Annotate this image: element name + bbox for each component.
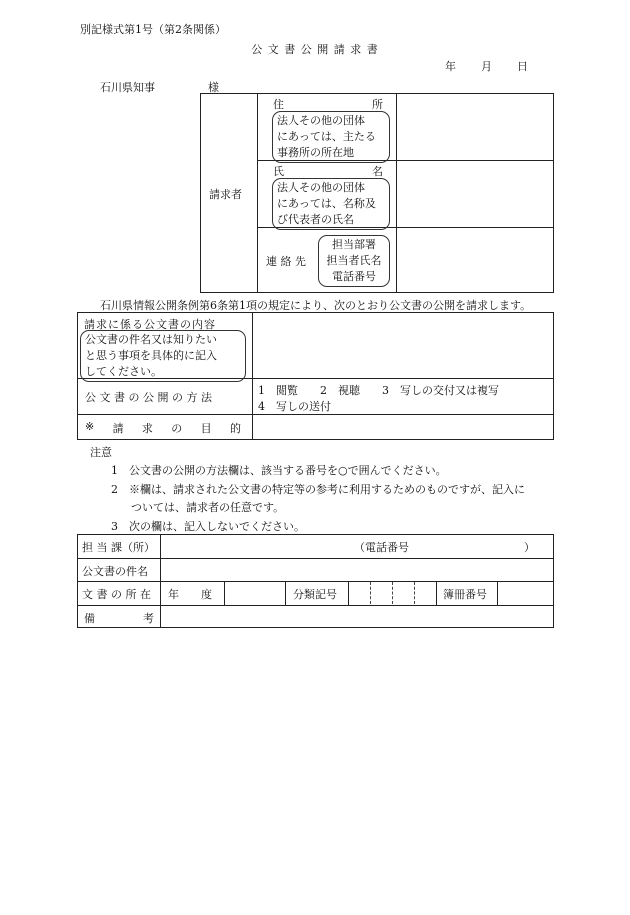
name-note-line: び代表者の氏名 (277, 213, 354, 226)
content-note-line: 公文書の件名又は知りたい (85, 333, 217, 346)
office-row-line-3 (77, 605, 554, 606)
name-note-line: 法人その他の団体 (277, 181, 365, 194)
subject-label: 公文書の件名 (82, 565, 148, 578)
date-month-label: 月 (481, 60, 492, 73)
name-input-field[interactable] (397, 161, 553, 226)
contact-note-line: 担当部署 (332, 238, 376, 251)
content-label: 請求に係る公文書の内容 (84, 318, 216, 331)
dept-label: 担 当 課（所） (82, 541, 155, 554)
date-day-label: 日 (517, 60, 528, 73)
phone-close: ） (524, 541, 535, 554)
intro-sentence: 石川県情報公開条例第6条第1項の規定により、次のとおり公文書の公開を請求します。 (100, 299, 532, 312)
contact-note-line: 担当者氏名 (326, 254, 382, 267)
register-label: 簿冊番号 (443, 588, 487, 601)
address-input-field[interactable] (397, 94, 553, 159)
location-divider-4 (436, 581, 437, 605)
contact-input-field[interactable] (397, 228, 553, 292)
remarks-label-right: 考 (143, 612, 154, 625)
content-input-field[interactable] (253, 313, 553, 377)
requester-label: 請求者 (209, 188, 242, 201)
address-note-line: 法人その他の団体 (277, 114, 365, 127)
method-label: 公 文 書 の 公 開 の 方 法 (85, 391, 212, 404)
method-options-line2[interactable]: 4 写しの送付 (258, 400, 331, 413)
content-note-line: してください。 (85, 365, 162, 378)
phone-label: （電話番号 (354, 541, 409, 554)
location-divider-2 (285, 581, 286, 605)
date-year-label: 年 (445, 60, 456, 73)
contact-label: 連 絡 先 (266, 255, 306, 268)
contact-note (318, 235, 390, 287)
location-divider-3 (348, 581, 349, 605)
content-note (80, 330, 246, 382)
name-label-right: 名 (372, 165, 383, 178)
location-label: 文 書 の 所 在 (82, 588, 151, 601)
address-label (273, 96, 383, 112)
content-note-line: と思う事項を具体的に記入 (85, 349, 217, 362)
classification-label: 分類記号 (293, 588, 337, 601)
note-item-1: 1 公文書の公開の方法欄は、該当する番号を○で囲んでください。 (111, 464, 447, 477)
address-note-line: 事務所の所在地 (277, 146, 354, 159)
purpose-label (85, 420, 241, 436)
remarks-label-left: 備 (84, 612, 95, 625)
office-row-line-1 (77, 558, 554, 559)
purpose-label-char: 請 (112, 422, 124, 435)
location-divider-5 (497, 581, 498, 605)
purpose-input-field[interactable] (253, 415, 553, 439)
addressee-suffix: 様 (208, 81, 219, 94)
note-item-3: 3 次の欄は、記入しないでください。 (111, 520, 305, 533)
address-label-right: 所 (372, 98, 383, 111)
address-note-line: にあっては、主たる (277, 130, 376, 143)
contact-note-line: 電話番号 (332, 270, 376, 283)
form-label: 別記様式第1号（第2条関係） (80, 23, 226, 36)
name-label (273, 163, 383, 179)
purpose-label-char: 的 (229, 422, 241, 435)
purpose-label-char: 目 (200, 422, 212, 435)
purpose-label-char: ※ (85, 420, 95, 433)
purpose-label-char: の (171, 422, 183, 435)
location-dashed-3 (414, 582, 415, 604)
method-options-line1[interactable]: 1 閲覧 2 視聴 3 写しの交付又は複写 (258, 384, 499, 397)
address-label-left: 住 (273, 98, 284, 111)
purpose-label-char: 求 (141, 422, 153, 435)
year-label: 年 度 (168, 588, 212, 601)
location-divider-1 (224, 581, 225, 605)
addressee-prefix: 石川県知事 (100, 81, 155, 94)
office-row-line-2 (77, 581, 554, 582)
remarks-label (84, 610, 154, 626)
note-item-2-cont: ついては、請求者の任意です。 (131, 501, 285, 514)
location-dashed-2 (392, 582, 393, 604)
name-label-left: 氏 (273, 165, 284, 178)
requester-divider-1 (257, 93, 258, 293)
location-dashed-1 (370, 582, 371, 604)
note-item-2: 2 ※欄は、請求された公文書の特定等の参考に利用するためのものですが、記入に (111, 483, 525, 496)
name-note-line: にあっては、名称及 (277, 197, 376, 210)
page-title: 公 文 書 公 開 請 求 書 (251, 43, 379, 56)
name-note (272, 178, 390, 230)
notes-heading: 注意 (90, 446, 112, 459)
address-note (272, 111, 390, 163)
